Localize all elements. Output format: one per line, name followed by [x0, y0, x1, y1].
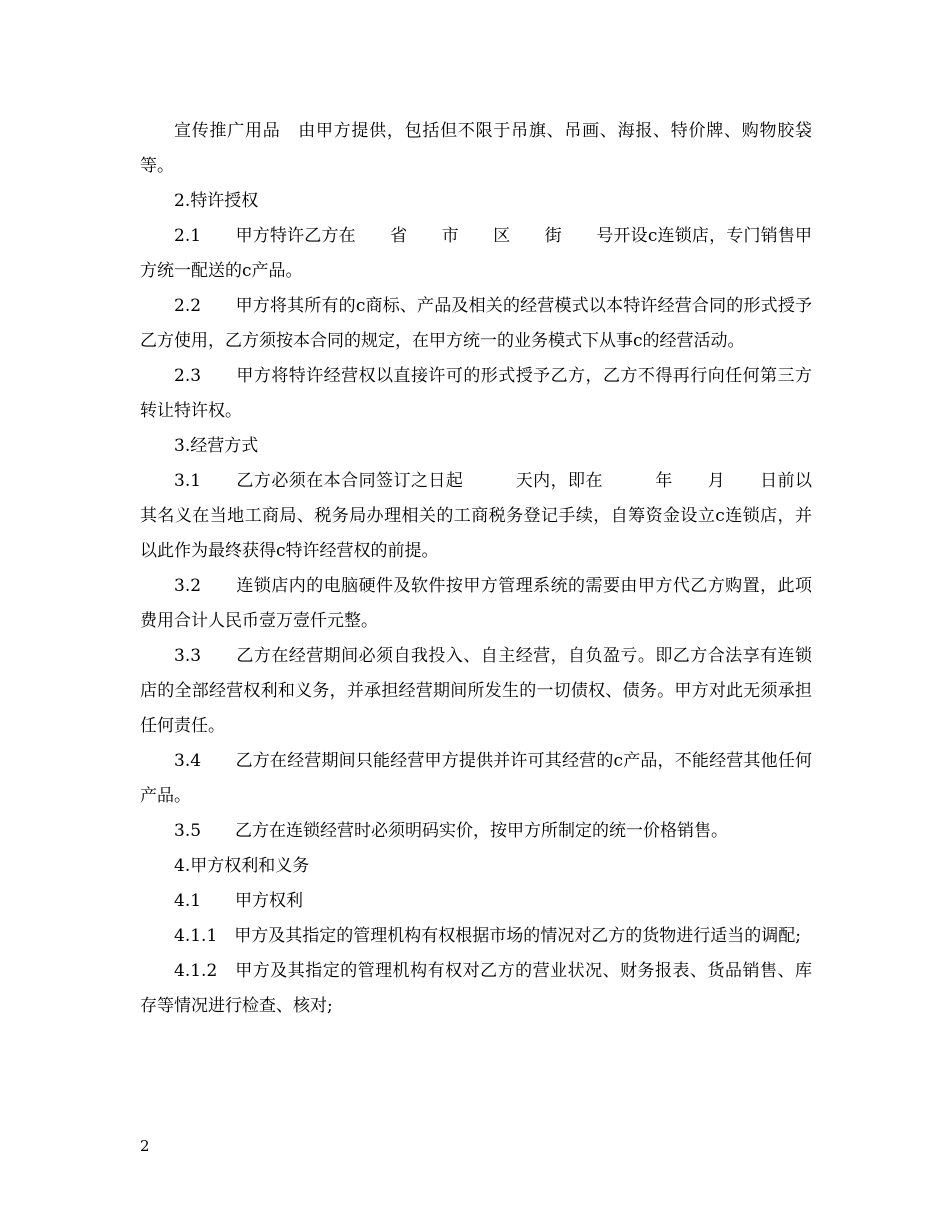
- document-body: [140, 114, 812, 1024]
- clause-3-5: 3.5 乙方在连锁经营时必须明码实价，按甲方所制定的统一价格销售。: [174, 821, 729, 841]
- paragraph-promo-materials: 宣传推广用品 由甲方提供，包括但不限于吊旗、吊画、海报、特价牌、购物胶袋等。: [140, 121, 812, 176]
- clause-3-3: 3.3 乙方在经营期间必须自我投入、自主经营，自负盈亏。即乙方合法享有连锁店的全部经营权利和义务，并承担经营期间所发生的一切债权、债务。甲方对此无须承担任何责任。: [140, 646, 812, 736]
- clause-2-1: 2.1 甲方特许乙方在 省 市 区 街 号开设c连锁店，专门销售甲方统一配送的c产品。: [140, 226, 812, 281]
- clause-3-4: 3.4 乙方在经营期间只能经营甲方提供并许可其经营的c产品，不能经营其他任何产品。: [140, 751, 812, 806]
- page-number: 2: [140, 1137, 150, 1155]
- heading-party-a-rights-obligations: 4.甲方权利和义务: [174, 856, 310, 876]
- clause-4-1-1: 4.1.1 甲方及其指定的管理机构有权根据市场的情况对乙方的货物进行适当的调配;: [174, 926, 801, 946]
- clause-3-1: 3.1 乙方必须在本合同签订之日起 天内，即在 年 月 日前以其名义在当地工商局、税务局办理相关的工商税务登记手续，自筹资金设立c连锁店，并以此作为最终获得c特许经营权的前提。: [140, 471, 812, 561]
- heading-franchise-authorization: 2.特许授权: [174, 191, 259, 211]
- clause-2-2: 2.2 甲方将其所有的c商标、产品及相关的经营模式以本特许经营合同的形式授予乙方使用，乙方须按本合同的规定，在甲方统一的业务模式下从事c的经营活动。: [140, 296, 812, 351]
- clause-4-1: 4.1 甲方权利: [174, 891, 304, 911]
- clause-4-1-2: 4.1.2 甲方及其指定的管理机构有权对乙方的营业状况、财务报表、货品销售、库存等情况进行检查、核对;: [140, 961, 812, 1016]
- clause-3-2: 3.2 连锁店内的电脑硬件及软件按甲方管理系统的需要由甲方代乙方购置，此项费用合计人民币壹万壹仟元整。: [140, 576, 812, 631]
- heading-operation-mode: 3.经营方式: [174, 436, 259, 456]
- clause-2-3: 2.3 甲方将特许经营权以直接许可的形式授予乙方，乙方不得再行向任何第三方转让特许权。: [140, 366, 812, 421]
